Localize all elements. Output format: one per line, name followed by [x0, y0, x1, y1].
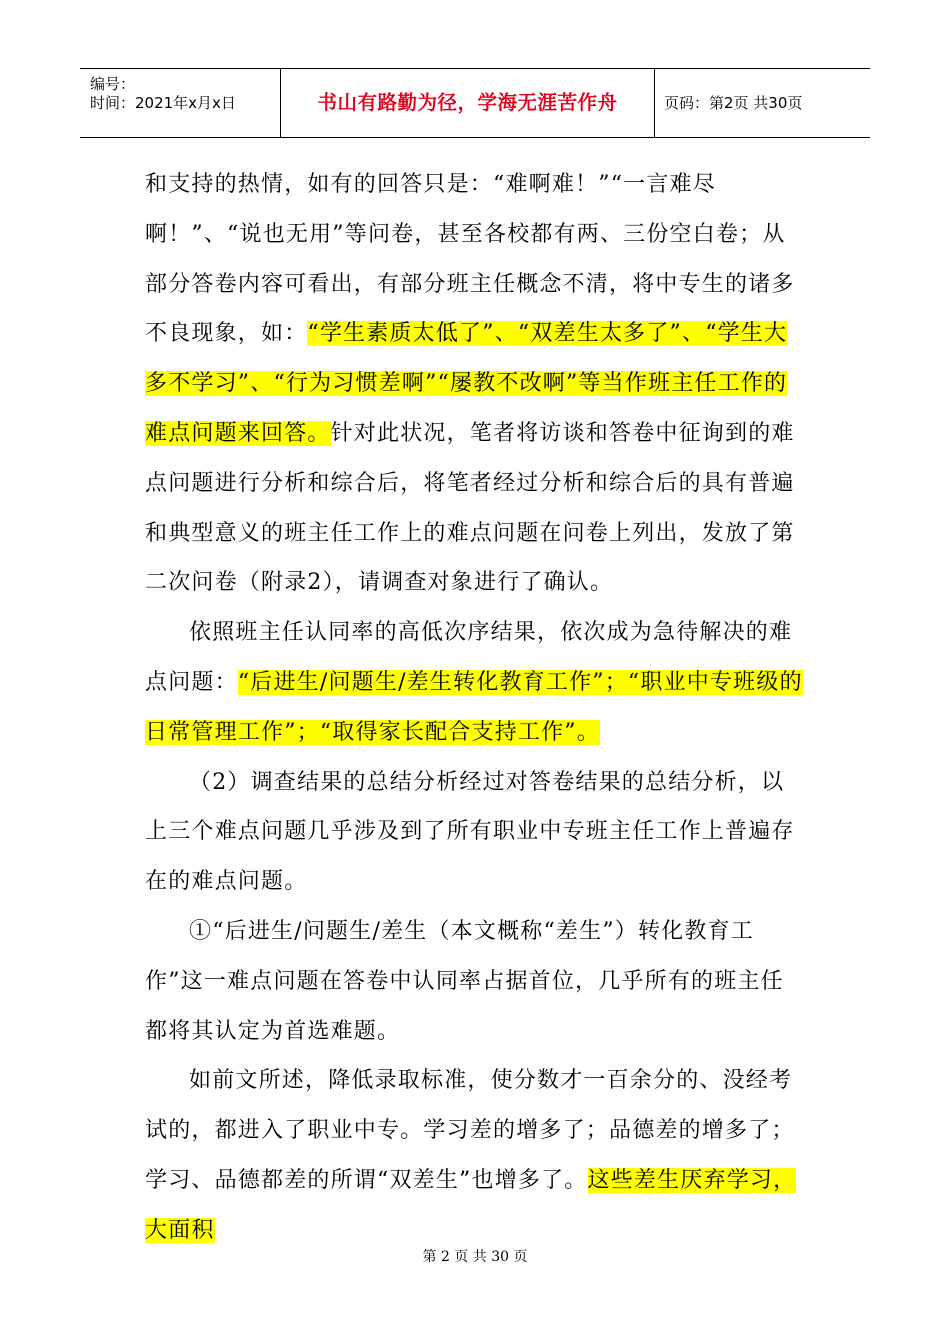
header-page-info: 页码：第2页 共30页	[664, 94, 803, 112]
page-header	[80, 68, 870, 138]
header-motto: 书山有路勤为径，学海无涯苦作舟	[317, 91, 618, 114]
paragraph	[145, 1056, 805, 1255]
paragraph: （2）调查结果的总结分析经过对答卷结果的总结分析，以上三个难点问题几乎涉及到了所有职业中专班主任工作上普遍存在的难点问题。	[145, 769, 795, 895]
text-run: 如前文所述，降低录取标准，使分数才一百余分的、没经考试的，都进入了职业中专。学习差的增多了；品德差的增多了；学习、品德都差的所谓“双差生”也增多了。	[145, 1068, 795, 1193]
highlighted-text: 这些差生厌弃学习，大面积	[145, 1167, 797, 1243]
number-label: 编号：	[90, 75, 136, 93]
header-divider	[654, 69, 655, 137]
text-run: 针对此状况，笔者将访谈和答卷中征询到的难点问题进行分析和综合后，将笔者经过分析和综合后的具有普遍和典型意义的班主任工作上的难点问题在问卷上列出，发放了第二次问卷（附录2），请调查对象进行了确认。	[145, 420, 795, 596]
date-label: 时间：2021年x月x日	[90, 94, 236, 112]
document-body	[145, 160, 805, 1256]
text-run: 依照班主任认同率的高低次序结果，依次成为急待解决的难点问题：	[145, 620, 793, 695]
text-run: 和支持的热情，如有的回答只是：“难啊难！”“一言难尽啊！”、“说也无用”等问卷，甚至各校都有两、三份空白卷；从部分答卷内容可看出，有部分班主任概念不清，将中专生的诸多不良现象，如：	[145, 172, 795, 347]
highlighted-text: “后进生/问题生/差生转化教育工作”；“职业中专班级的日常管理工作”；“取得家长配合支持工作”。	[145, 669, 803, 745]
paragraph	[145, 160, 805, 608]
header-meta	[80, 69, 280, 137]
highlighted-text: “学生素质太低了”、“双差生太多了”、“学生大多不学习”、“行为习惯差啊”“屡教不改啊”等当作班主任工作的难点问题来回答。	[145, 321, 788, 446]
paragraph: ①“后进生/问题生/差生（本文概称“差生”）转化教育工作”这一难点问题在答卷中认同率占据首位，几乎所有的班主任都将其认定为首选难题。	[145, 918, 784, 1044]
paragraph	[145, 608, 805, 757]
page-footer: 第 2 页 共 30 页	[422, 1249, 528, 1265]
